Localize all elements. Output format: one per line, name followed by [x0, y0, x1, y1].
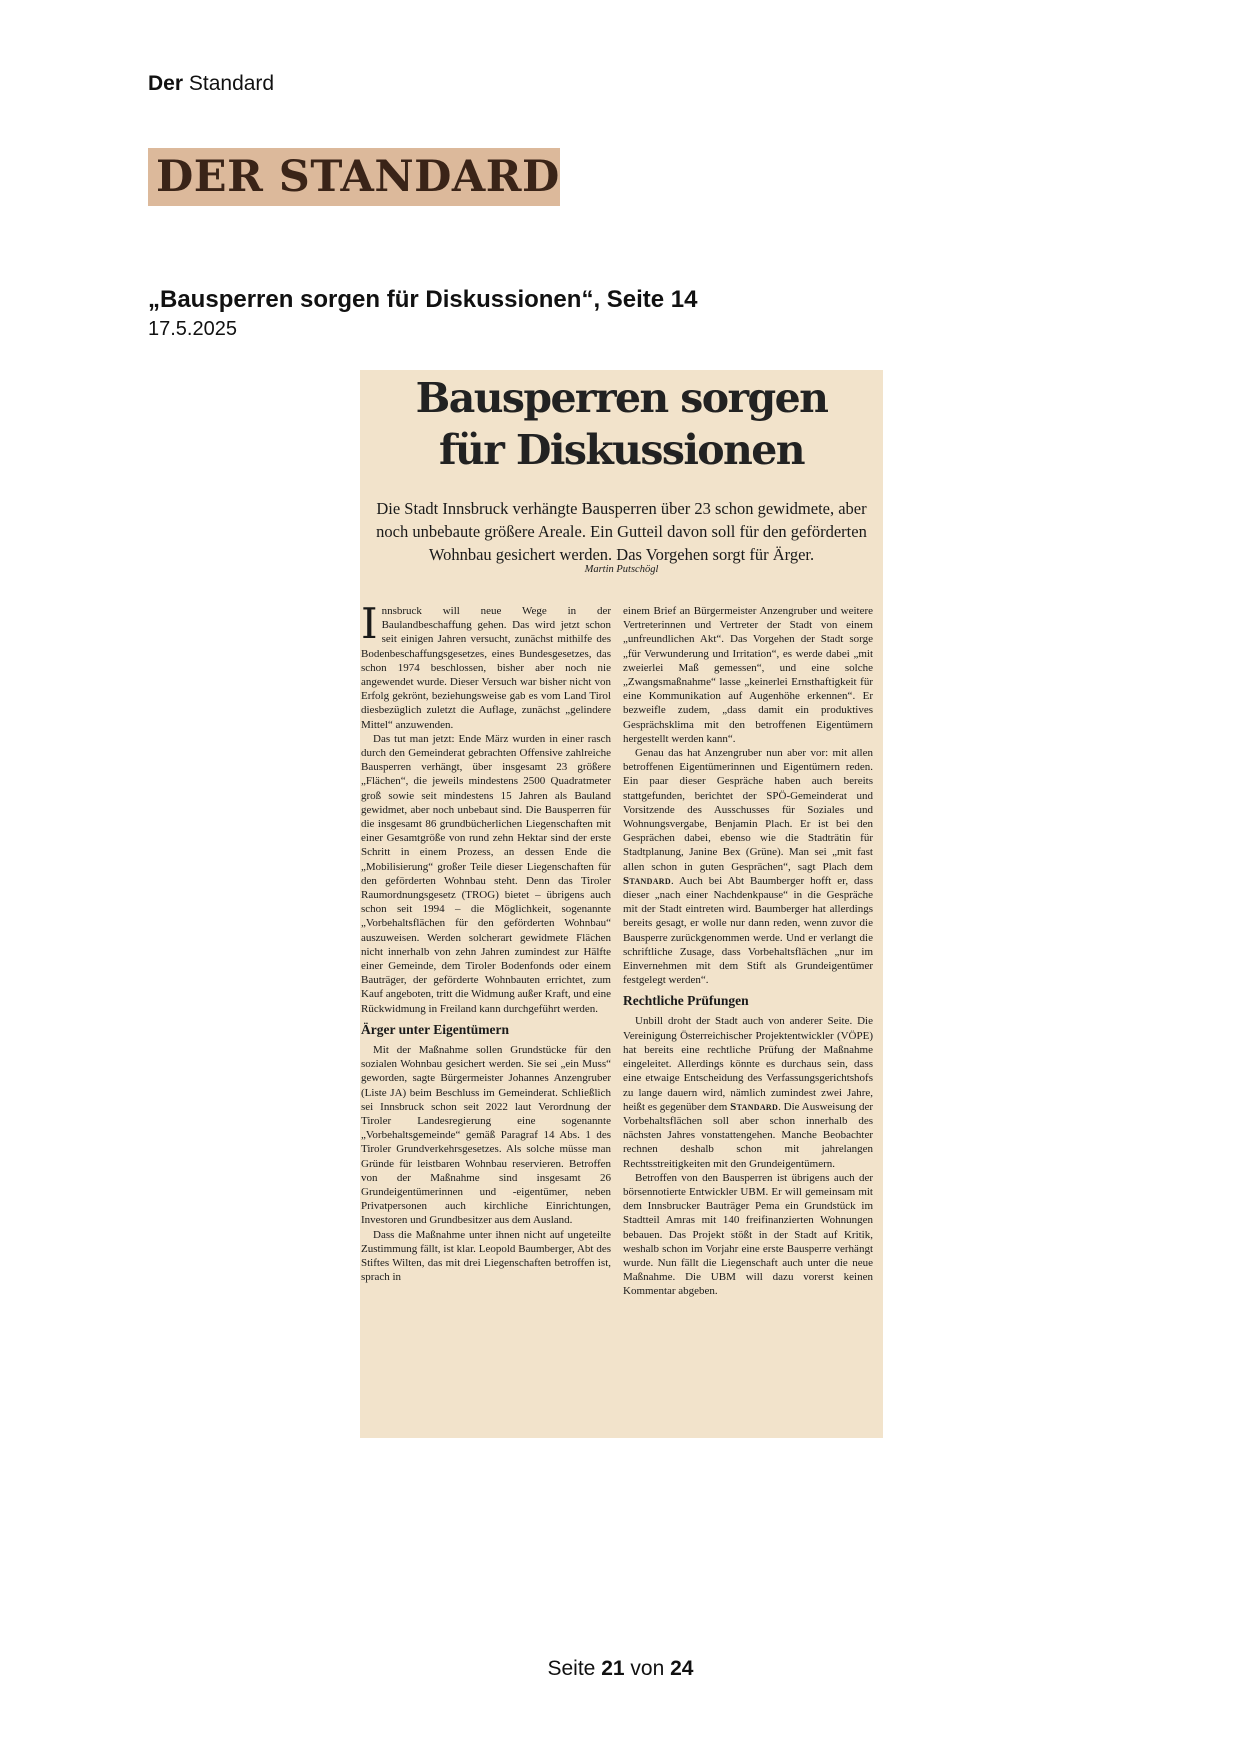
footer-prefix: Seite [547, 1657, 596, 1680]
article-paragraph [623, 1014, 873, 1170]
document-date: 17.5.2025 [148, 318, 237, 340]
source-line [148, 72, 274, 96]
page-footer [0, 1657, 1241, 1681]
article-subhead: Die Stadt Innsbruck verhängte Bausperren über 23 schon gewidmete, aber noch unbebaute größere Areale. Ein Gutteil davon soll für den geförderten Wohnbau gesichert werden. Das Vorgehen sorgt für Ärger. [376, 499, 867, 564]
newspaper-clipping [360, 370, 883, 1438]
paragraph-text: Genau das hat Anzengruber nun aber vor: mit allen betroffenen Eigentümerinnen und Eigentümern reden. Ein paar dieser Gespräche haben auch bereits stattgefunden, berichtet der SPÖ-Gemeinderat und Vorsitzende des Ausschusses für Soziales und Wohnungsvergabe, Benjamin Plach. Er ist bei den Gesprächen dabei, ebenso wie die Stadträtin für Stadtplanung, Janine Bex (Grüne). Man sei „mit fast allen schon in guten Gesprächen“, sagt Plach dem [623, 747, 873, 873]
source-name-rest: Standard [188, 72, 275, 95]
masthead-logo [148, 148, 560, 206]
article-author: Martin Putschögl [584, 564, 659, 575]
brand-mention: Standard [623, 874, 671, 887]
article-paragraph [623, 746, 873, 987]
headline-line-2: für Diskussionen [439, 426, 804, 474]
article-paragraph: Betroffen von den Bausperren ist übrigens auch der börsennotierte Entwickler UBM. Er will gemeinsam mit dem Innsbrucker Bauträger Pema ein Grundstück im Stadtteil Amras mit 140 freifinanzierten Wohnungen bebauen. Das Projekt stößt in der Stadt auf Kritik, weshalb schon im Vorjahr eine erste Bausperre verhängt wurde. Nun fällt die Liegenschaft auch unter die neue Maßnahme. Die UBM will dazu vorerst keinen Kommentar abgeben. [623, 1171, 873, 1298]
section-heading: Ärger unter Eigentümern [361, 1021, 509, 1037]
article-paragraph: Dass die Maßnahme unter ihnen nicht auf ungeteilte Zustimmung fällt, ist klar. Leopold Baumberger, Abt des Stiftes Wilten, das mit drei Liegenschaften betroffen ist, sprach in [361, 1228, 611, 1284]
paragraph-text: . Die Ausweisung der Vorbehaltsflächen soll aber schon innerhalb des nächsten Jahres vonstattengehen. Manche Beobachter rechnen deshalb schon mit jahrelangen Rechtsstreitigkeiten mit den Grundeigentümern. [623, 1100, 873, 1170]
article-paragraph [361, 604, 611, 732]
section-heading: Rechtliche Prüfungen [623, 993, 749, 1009]
article-headline [360, 372, 883, 476]
current-page-number: 21 [601, 1657, 625, 1680]
drop-cap: I [361, 604, 378, 648]
footer-middle: von [630, 1657, 665, 1680]
headline-line-1: Bausperren sorgen [415, 374, 828, 422]
article-paragraph: Mit der Maßnahme sollen Grundstücke für den sozialen Wohnbau gesichert werden. Sie sei „ein Muss“ geworden, sagte Bürgermeister Johannes Anzengruber (Liste JA) beim Beschluss im Gemeinderat. Schließlich sei Innsbruck schon seit 2022 laut Verordnung der Tiroler Landesregierung eine sogenannte „Vorbehaltsgemeinde“ gemäß Paragraf 14 Abs. 1 des Tiroler Grundverkehrsgesetzes. Als solche müsse man Gründe für leistbaren Wohnbau reservieren. Betroffen von der Maßnahme sind insgesamt 26 Grundeigentümerinnen und -eigentümer, neben Privatpersonen auch kirchliche Einrichtungen, Investoren und Grundbesitzer aus dem Ausland. [361, 1043, 611, 1227]
source-name-bold: Der [148, 72, 184, 95]
paragraph-text: . Auch bei Abt Baumberger hofft er, dass dieser „nach einer Nachdenkpause“ in die Gespräche mit der Stadt eintreten wird. Baumberger hat allerdings bereits gesagt, er wolle nur dann reden, wenn zuvor die Bausperre zurückgenommen werde. Und er verlangt die schriftliche Zusage, dass Vorbehaltsflächen „nur im Einvernehmen mit dem Stift als Grundeigentümer festgelegt werden“. [623, 874, 873, 987]
article-column-left [361, 604, 611, 1434]
paragraph-text: Unbill droht der Stadt auch von anderer Seite. Die Vereinigung Österreichischer Projektentwickler (VÖPE) hat bereits eine rechtliche Prüfung der Maßnahme eingeleitet. Allerdings könnte es durchaus sein, dass eine etwaige Entscheidung des Verfassungsgerichtshofs zu lange dauern wird, nämlich zumindest zwei Jahre, heißt es gegenüber dem [623, 1015, 873, 1113]
article-column-right [623, 604, 873, 1434]
article-paragraph: Das tut man jetzt: Ende März wurden in einer rasch durch den Gemeinderat gebrachten Offensive zahlreiche Bausperren verhängt, über insgesamt 23 größere „Flächen“, die jeweils mindestens 2500 Quadratmeter groß sowie seit mindestens 15 Jahren als Bauland gewidmet, aber noch unbebaut sind. Die Bausperren für die insgesamt 86 grundbücherlichen Liegenschaften mit einer Gesamtgröße von rund zehn Hektar sind der erste Schritt in einem Prozess, an dessen Ende die „Mobilisierung“ großer Teile dieser Liegenschaften für den geförderten Wohnbau steht. Denn das Tiroler Raumordnungsgesetz (TROG) bietet – übrigens auch schon seit 1994 – die Möglichkeit, sogenannte „Vorbehaltsflächen für den geförderten Wohnbau“ auszuweisen. Werden solcherart gewidmete Flächen nicht innerhalb von zehn Jahren zumindest zur Hälfte einer Gemeinde, dem Tiroler Bodenfonds oder einem Bauträger, der geförderte Wohnbauten errichtet, zum Kauf angeboten, tritt die Widmung außer Kraft, und eine Rückwidmung in Freiland kann durchgeführt werden. [361, 732, 611, 1015]
brand-mention: Standard [730, 1100, 779, 1113]
paragraph-text: nnsbruck will neue Wege in der Baulandbeschaffung gehen. Das wird jetzt schon seit einigen Jahren versucht, zunächst mithilfe des Bodenbeschaffungsgesetzes, eines Bundesgesetzes, das schon 1974 beschlossen, bisher aber noch nie angewendet wurde. Dieser Versuch war bisher nicht von Erfolg gekrönt, beziehungsweise gab es vom Land Tirol diesbezüglich zuletzt die Auflage, zunächst „gelindere Mittel“ anzuwenden. [361, 605, 611, 731]
masthead-text: DER STANDARD [156, 152, 560, 202]
document-title: „Bausperren sorgen für Diskussionen“, Seite 14 [148, 286, 698, 313]
article-paragraph: einem Brief an Bürgermeister Anzengruber und weitere Vertreterinnen und Vertreter der Stadt von einem „unfreundlichen Akt“. Das Vorgehen der Stadt sorge „für Verwunderung und Irritation“, es werde dabei „mit zweierlei Maß gemessen“, und eine solche „Zwangsmaßnahme“ lasse „keinerlei Ernsthaftigkeit für eine Kommunikation auf Augenhöhe erkennen“. Er bezweifle zudem, „dass damit ein produktives Gesprächsklima mit den betroffenen Eigentümern hergestellt werden kann“. [623, 605, 873, 745]
total-page-count: 24 [670, 1657, 694, 1680]
